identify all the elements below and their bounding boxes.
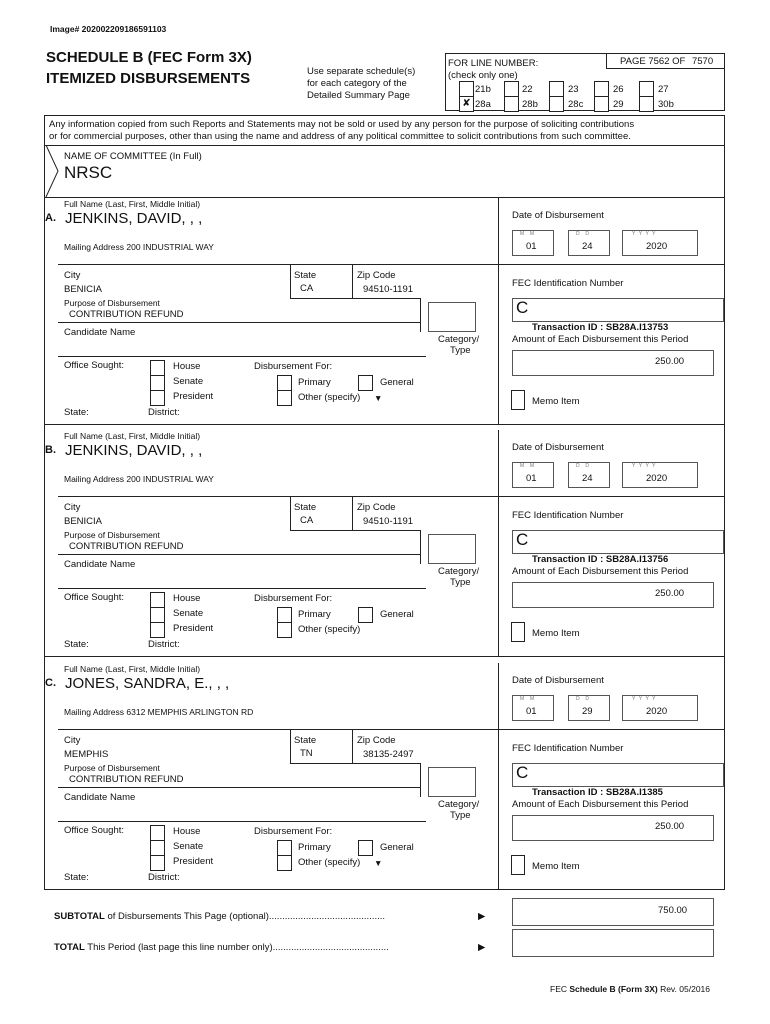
senate-label: Senate <box>173 376 204 387</box>
state-label: State <box>294 270 317 281</box>
zip-value: 94510-1191 <box>363 284 414 295</box>
category-label: Category/ <box>438 334 480 345</box>
president-label: President <box>173 391 214 402</box>
fec-id-box[interactable] <box>512 298 724 322</box>
subtotal-label <box>54 911 385 922</box>
line-label-27: 27 <box>658 84 669 95</box>
disbursement-for-label: Disbursement For: <box>254 593 333 604</box>
city-label: City <box>64 502 81 513</box>
fec-id-value: C <box>516 530 529 549</box>
payee-name: JENKINS, DAVID, , , <box>65 210 203 227</box>
district-label: District: <box>148 407 180 418</box>
instruction-line: Use separate schedule(s) <box>307 66 416 77</box>
total-label-bold: TOTAL <box>54 942 85 953</box>
line-checkbox-28c[interactable] <box>549 96 564 112</box>
month-value: 01 <box>526 241 537 252</box>
primary-label: Primary <box>298 377 331 388</box>
form-title: SCHEDULE B (FEC Form 3X) <box>46 49 252 66</box>
state-label: State <box>294 502 317 513</box>
fec-id-label: FEC Identification Number <box>512 743 624 754</box>
line-checkbox-28b[interactable] <box>504 96 519 112</box>
city-value: BENICIA <box>64 516 103 527</box>
memo-checkbox[interactable] <box>511 855 525 875</box>
city-value: MEMPHIS <box>64 749 109 760</box>
full-name-label: Full Name (Last, First, Middle Initial) <box>64 431 201 441</box>
year-value: 2020 <box>646 706 668 717</box>
house-checkbox[interactable] <box>150 825 165 841</box>
primary-label: Primary <box>298 609 331 620</box>
transaction-id: Transaction ID : SB28A.I13756 <box>532 554 669 565</box>
type-label: Type <box>450 810 471 821</box>
page-number: 7562 <box>648 56 670 67</box>
entry-letter: B. <box>45 444 56 456</box>
divider <box>58 322 420 323</box>
amount-value: 250.00 <box>655 821 685 832</box>
form-subtitle: ITEMIZED DISBURSEMENTS <box>46 70 251 87</box>
line-checkbox-23[interactable] <box>549 81 564 97</box>
notice-line-1: Any information copied from such Reports and Statements may not be sold or used by any person for the purpose of soliciting contributions <box>49 119 635 130</box>
candidate-name-label: Candidate Name <box>64 327 136 338</box>
payee-name: JENKINS, DAVID, , , <box>65 442 203 459</box>
line-checkbox-28a[interactable]: ✘ <box>459 96 474 112</box>
state-sought-label: State: <box>64 872 89 883</box>
fec-id-label: FEC Identification Number <box>512 510 624 521</box>
purpose-label: Purpose of Disbursement <box>64 530 160 540</box>
divider <box>58 787 420 788</box>
general-checkbox[interactable] <box>358 840 373 856</box>
fec-id-box[interactable] <box>512 530 724 554</box>
divider <box>498 198 499 424</box>
mailing-address-value: 200 INDUSTRIAL WAY <box>126 474 214 484</box>
instruction-line: Detailed Summary Page <box>307 90 410 101</box>
president-label: President <box>173 623 214 634</box>
entry-section-1: Full Name (Last, First, Middle Initial) A. JENKINS, DAVID, , , Mailing Address 200 INDUSTRIAL WAY City BENICIA State CA Zip Code 94510-1191 Purpose of Disbursement CONTRIBUTION REFUND Candidate Name Category/ Type Office Sought: House Senate President State: District: Disbursement For: Primary General Other (specify) ▼ Date of Disbursement M M D D Y Y Y Y 01 24 2020 FEC Identification Number C Transaction ID : SB28A.I13753 Amount of Each Disbursement this Period 250.00 Memo Item <box>0 198 770 430</box>
line-label-28a: 28a <box>475 99 491 110</box>
disbursement-for-label: Disbursement For: <box>254 826 333 837</box>
house-label: House <box>173 593 201 604</box>
category-box[interactable] <box>428 302 476 332</box>
city-label: City <box>64 270 81 281</box>
day-value: 24 <box>582 241 593 252</box>
divider <box>352 264 353 298</box>
memo-checkbox[interactable] <box>511 390 525 410</box>
divider <box>290 530 420 531</box>
type-label: Type <box>450 577 471 588</box>
divider <box>58 356 426 357</box>
purpose-value: CONTRIBUTION REFUND <box>69 774 184 785</box>
other-checkbox[interactable] <box>277 855 292 871</box>
house-checkbox[interactable] <box>150 360 165 376</box>
committee-label: NAME OF COMMITTEE (In Full) <box>64 151 202 162</box>
notice-line-2: or for commercial purposes, other than using the name and address of any political committee to solicit contributions from such committee. <box>49 131 631 142</box>
fec-id-value: C <box>516 298 529 317</box>
footer-prefix: FEC <box>550 984 570 994</box>
zip-label: Zip Code <box>357 735 396 746</box>
other-checkbox[interactable] <box>277 390 292 406</box>
divider <box>420 298 421 332</box>
mailing-address-label: Mailing Address <box>64 474 125 484</box>
day-value: 24 <box>582 473 593 484</box>
entry-letter: C. <box>45 677 56 689</box>
total-arrow-icon: ▶ <box>478 942 486 953</box>
other-arrow-icon: ▼ <box>374 858 383 868</box>
divider <box>498 663 499 889</box>
state-sought-label: State: <box>64 407 89 418</box>
other-specify-label: Other (specify) <box>298 857 361 868</box>
state-value: CA <box>300 515 314 526</box>
divider <box>290 496 291 530</box>
senate-label: Senate <box>173 608 204 619</box>
other-specify-label: Other (specify) <box>298 624 361 635</box>
date-label: Date of Disbursement <box>512 675 604 686</box>
line-checkbox-22[interactable] <box>504 81 519 97</box>
state-sought-label: State: <box>64 639 89 650</box>
disbursement-for-label: Disbursement For: <box>254 361 333 372</box>
mailing-address-label: Mailing Address <box>64 242 125 252</box>
senate-checkbox[interactable] <box>150 840 165 856</box>
zip-label: Zip Code <box>357 502 396 513</box>
amount-label: Amount of Each Disbursement this Period <box>512 799 689 810</box>
date-label: Date of Disbursement <box>512 210 604 221</box>
entry-section-2: Full Name (Last, First, Middle Initial) B. JENKINS, DAVID, , , Mailing Address 200 INDUSTRIAL WAY City BENICIA State CA Zip Code 94510-1191 Purpose of Disbursement CONTRIBUTION REFUND Candidate Name Category/ Type Office Sought: House Senate President State: District: Disbursement For: Primary General Other (specify) Date of Disbursement M M D D Y Y Y Y 01 24 2020 FEC Identification Number C Transaction ID : SB28A.I13756 Amount of Each Disbursement this Period 250.00 Memo Item <box>0 430 770 662</box>
instruction-line: for each category of the <box>307 78 407 89</box>
divider <box>290 763 420 764</box>
divider <box>58 554 420 555</box>
line-checkbox-21b[interactable] <box>459 81 474 97</box>
year-value: 2020 <box>646 473 668 484</box>
type-label: Type <box>450 345 471 356</box>
line-label-26: 26 <box>613 84 624 95</box>
divider <box>58 264 498 265</box>
mailing-address <box>64 242 214 252</box>
house-label: House <box>173 826 201 837</box>
state-label: State <box>294 735 317 746</box>
divider <box>498 496 724 497</box>
subtotal-label-bold: SUBTOTAL <box>54 911 105 922</box>
president-checkbox[interactable] <box>150 855 165 871</box>
fec-id-value: C <box>516 763 529 782</box>
category-box[interactable] <box>428 767 476 797</box>
category-label: Category/ <box>438 566 480 577</box>
entry-section-3: Full Name (Last, First, Middle Initial) C. JONES, SANDRA, E., , , Mailing Address 6312 MEMPHIS ARLINGTON RD City MEMPHIS State TN Zip Code 38135-2497 Purpose of Disbursement CONTRIBUTION REFUND Candidate Name Category/ Type Office Sought: House Senate President State: District: Disbursement For: Primary General Other (specify) ▼ Date of Disbursement M M D D Y Y Y Y 01 29 2020 FEC Identification Number C Transaction ID : SB28A.I1385 Amount of Each Disbursement this Period 250.00 Memo Item <box>0 663 770 895</box>
state-value: TN <box>300 748 313 759</box>
line-checkbox-27[interactable] <box>639 81 654 97</box>
amount-value: 250.00 <box>655 356 685 367</box>
memo-item-label: Memo Item <box>532 396 580 407</box>
senate-label: Senate <box>173 841 204 852</box>
payee-name: JONES, SANDRA, E., , , <box>65 675 230 692</box>
general-checkbox[interactable] <box>358 375 373 391</box>
category-box[interactable] <box>428 534 476 564</box>
line-label-23: 23 <box>568 84 579 95</box>
divider <box>58 821 426 822</box>
subtotal-arrow-icon: ▶ <box>478 911 486 922</box>
purpose-value: CONTRIBUTION REFUND <box>69 309 184 320</box>
zip-label: Zip Code <box>357 270 396 281</box>
house-checkbox[interactable] <box>150 592 165 608</box>
entry-letter: A. <box>45 212 56 224</box>
divider <box>290 264 291 298</box>
line-label-29: 29 <box>613 99 624 110</box>
senate-checkbox[interactable] <box>150 375 165 391</box>
general-label: General <box>380 842 414 853</box>
category-label: Category/ <box>438 799 480 810</box>
day-value: 29 <box>582 706 593 717</box>
divider <box>498 430 499 656</box>
primary-checkbox[interactable] <box>277 375 292 391</box>
house-label: House <box>173 361 201 372</box>
footer-revision: Rev. 05/2016 <box>657 984 710 994</box>
purpose-label: Purpose of Disbursement <box>64 763 160 773</box>
amount-label: Amount of Each Disbursement this Period <box>512 334 689 345</box>
divider <box>420 763 421 797</box>
mailing-address-value: 200 INDUSTRIAL WAY <box>126 242 214 252</box>
senate-checkbox[interactable] <box>150 607 165 623</box>
total-label-rest: This Period (last page this line number only)............................................ <box>84 942 389 953</box>
check-only-one: (check only one) <box>448 70 518 81</box>
of-label: OF <box>672 56 686 67</box>
other-specify-label: Other (specify) <box>298 392 361 403</box>
zip-value: 94510-1191 <box>363 516 414 527</box>
city-value: BENICIA <box>64 284 103 295</box>
zip-value: 38135-2497 <box>363 749 414 760</box>
divider <box>44 889 724 890</box>
primary-label: Primary <box>298 842 331 853</box>
line-label-30b: 30b <box>658 99 674 110</box>
instructions <box>307 66 415 102</box>
line-label-21b: 21b <box>475 84 491 95</box>
primary-checkbox[interactable] <box>277 607 292 623</box>
mailing-address-value: 6312 MEMPHIS ARLINGTON RD <box>126 707 254 717</box>
candidate-name-label: Candidate Name <box>64 792 136 803</box>
purpose-label: Purpose of Disbursement <box>64 298 160 308</box>
district-label: District: <box>148 872 180 883</box>
full-name-label: Full Name (Last, First, Middle Initial) <box>64 664 201 674</box>
year-value: 2020 <box>646 241 668 252</box>
committee-bracket <box>44 145 64 197</box>
total-label <box>54 942 389 953</box>
memo-item-label: Memo Item <box>532 628 580 639</box>
footer-form-name: Schedule B (Form 3X) <box>569 984 658 994</box>
full-name-label: Full Name (Last, First, Middle Initial) <box>64 199 201 209</box>
fec-id-label: FEC Identification Number <box>512 278 624 289</box>
divider <box>352 496 353 530</box>
president-label: President <box>173 856 214 867</box>
form-footer <box>550 984 710 994</box>
month-value: 01 <box>526 473 537 484</box>
general-label: General <box>380 609 414 620</box>
office-sought-label: Office Sought: <box>64 825 125 836</box>
president-checkbox[interactable] <box>150 390 165 406</box>
subtotal-label-rest: of Disbursements This Page (optional)............................................ <box>104 911 386 922</box>
purpose-value: CONTRIBUTION REFUND <box>69 541 184 552</box>
page-label: PAGE <box>620 56 646 67</box>
line-label-22: 22 <box>522 84 533 95</box>
line-checkbox-30b[interactable] <box>639 96 654 112</box>
line-label-28c: 28c <box>568 99 584 110</box>
city-label: City <box>64 735 81 746</box>
office-sought-label: Office Sought: <box>64 360 125 371</box>
for-line-label: FOR LINE NUMBER: <box>448 58 539 69</box>
other-checkbox[interactable] <box>277 622 292 638</box>
divider <box>420 530 421 564</box>
transaction-id: Transaction ID : SB28A.I1385 <box>532 787 663 798</box>
divider <box>58 496 498 497</box>
month-value: 01 <box>526 706 537 717</box>
divider <box>352 729 353 763</box>
committee-name: NRSC <box>64 163 113 182</box>
mailing-address <box>64 707 253 717</box>
divider <box>58 588 426 589</box>
image-id: Image# 202002209186591103 <box>50 24 167 34</box>
transaction-id: Transaction ID : SB28A.I13753 <box>532 322 669 333</box>
primary-checkbox[interactable] <box>277 840 292 856</box>
divider <box>44 424 724 425</box>
line-checkbox-26[interactable] <box>594 81 609 97</box>
page-total: 7570 <box>691 56 714 67</box>
mailing-address-label: Mailing Address <box>64 707 125 717</box>
line-checkbox-29[interactable] <box>594 96 609 112</box>
memo-checkbox[interactable] <box>511 622 525 642</box>
amount-label: Amount of Each Disbursement this Period <box>512 566 689 577</box>
amount-value: 250.00 <box>655 588 685 599</box>
candidate-name-label: Candidate Name <box>64 559 136 570</box>
line-label-28b: 28b <box>522 99 538 110</box>
divider <box>44 656 724 657</box>
district-label: District: <box>148 639 180 650</box>
other-arrow-icon: ▼ <box>374 393 383 403</box>
divider <box>498 729 724 730</box>
president-checkbox[interactable] <box>150 622 165 638</box>
state-value: CA <box>300 283 314 294</box>
divider <box>290 729 291 763</box>
date-label: Date of Disbursement <box>512 442 604 453</box>
general-checkbox[interactable] <box>358 607 373 623</box>
mailing-address <box>64 474 214 484</box>
office-sought-label: Office Sought: <box>64 592 125 603</box>
total-box[interactable] <box>512 929 714 957</box>
divider <box>58 729 498 730</box>
general-label: General <box>380 377 414 388</box>
divider <box>498 264 724 265</box>
page-indicator <box>620 56 713 67</box>
divider <box>290 298 420 299</box>
divider <box>44 145 724 146</box>
fec-id-box[interactable] <box>512 763 724 787</box>
subtotal-value: 750.00 <box>658 905 688 916</box>
memo-item-label: Memo Item <box>532 861 580 872</box>
